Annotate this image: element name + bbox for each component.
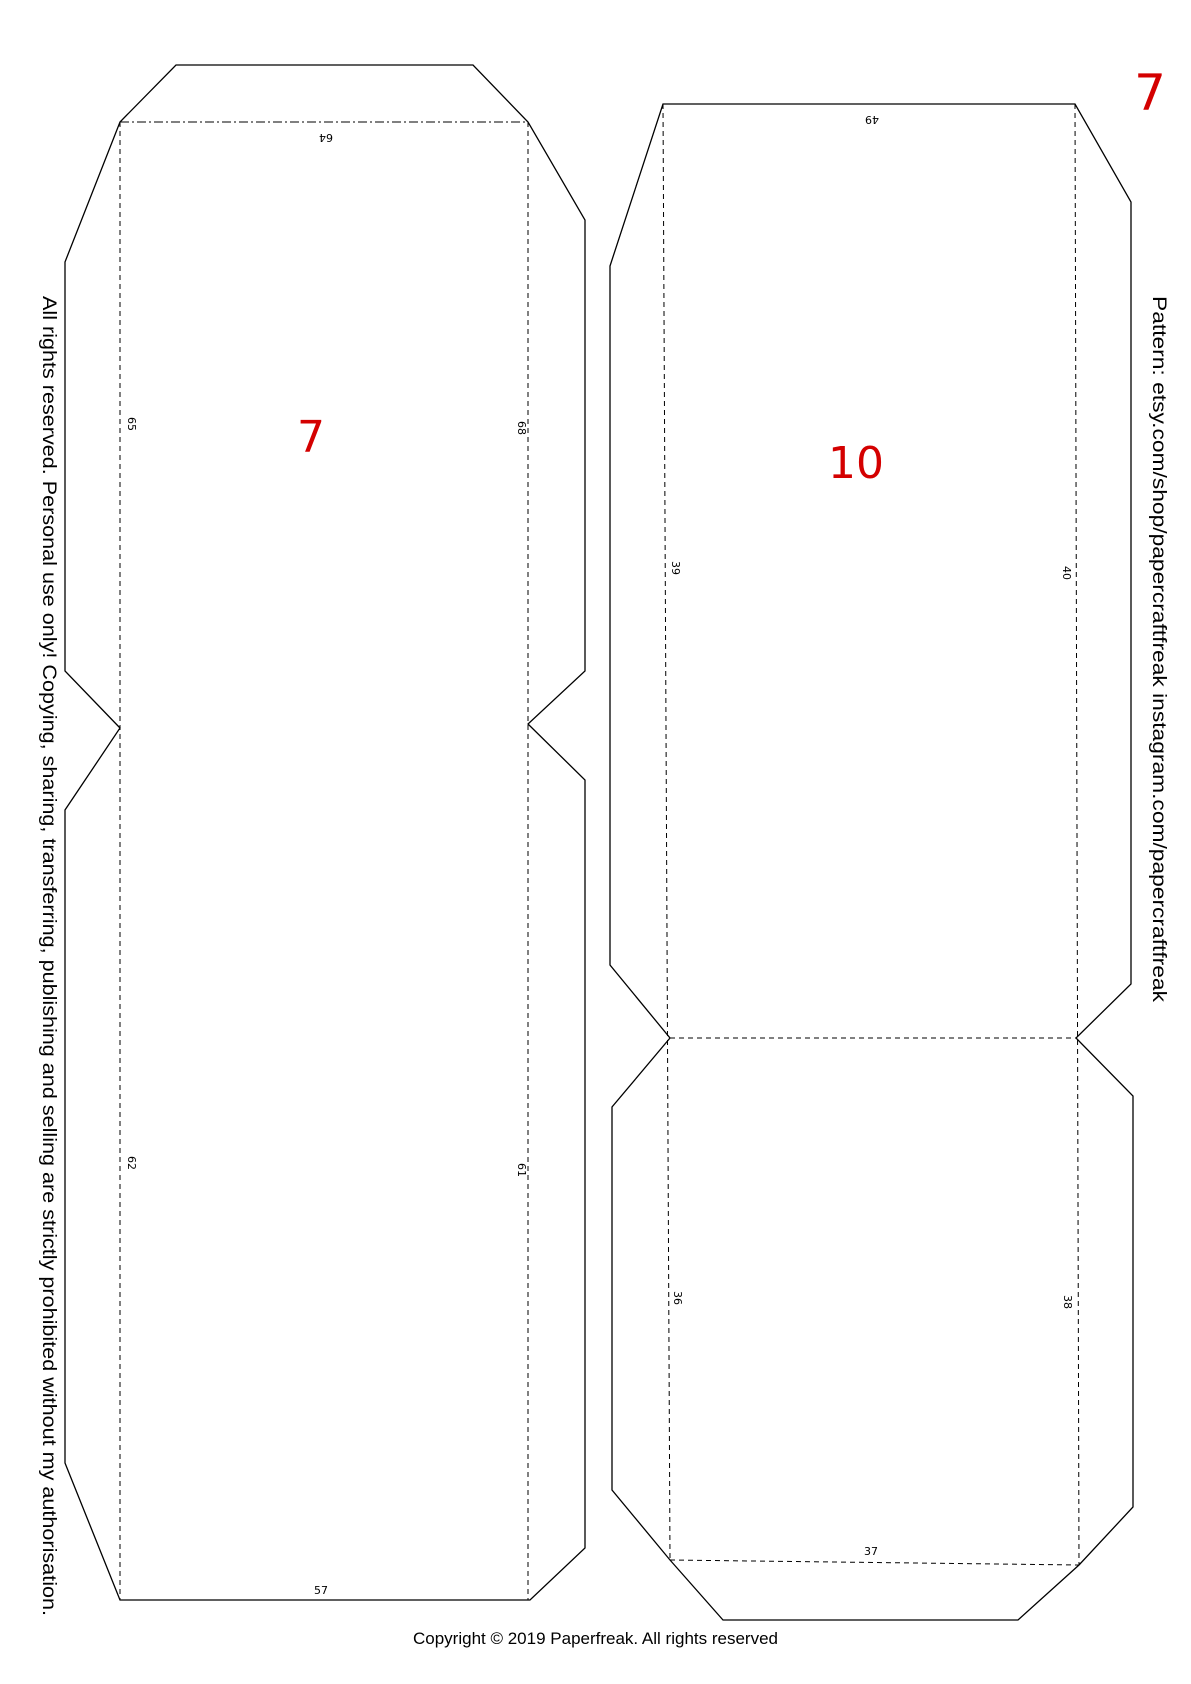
piece-10-cut-outline [610, 104, 1133, 1620]
page-number: 7 [1134, 64, 1166, 122]
piece-7 [65, 65, 585, 1600]
piece-7-edge-left-lower: 62 [125, 1156, 138, 1170]
piece-7-edge-right-upper: 68 [515, 421, 528, 435]
piece-7-edge-bottom: 57 [314, 1584, 328, 1597]
piece-10-edge-left-lower: 36 [671, 1291, 684, 1305]
rights-notice: All rights reserved. Personal use only! Copying, sharing, transferring, publishing and selling are strictly prohibited without my authorisation. [38, 296, 59, 1458]
piece-7-cut-outline [65, 65, 585, 1600]
piece-10-edge-top: 49 [865, 113, 879, 126]
piece-7-edge-right-lower: 61 [515, 1163, 528, 1177]
copyright-footer: Copyright © 2019 Paperfreak. All rights reserved [413, 1629, 778, 1648]
piece-7-edge-top: 64 [319, 131, 333, 144]
piece-7-edge-left-upper: 65 [125, 417, 138, 431]
piece-10-label: 10 [828, 438, 884, 489]
piece-7-label: 7 [297, 412, 325, 463]
piece-10-edge-left-upper: 39 [669, 561, 682, 575]
piece-10-edge-right-upper: 40 [1060, 566, 1073, 580]
piece-10-edge-bottom: 37 [864, 1545, 878, 1558]
piece-10 [610, 104, 1133, 1620]
pattern-source: Pattern: etsy.com/shop/papercraftfreak instagram.com/papercraftfreak [1148, 296, 1169, 885]
piece-10-edge-right-lower: 38 [1061, 1295, 1074, 1309]
